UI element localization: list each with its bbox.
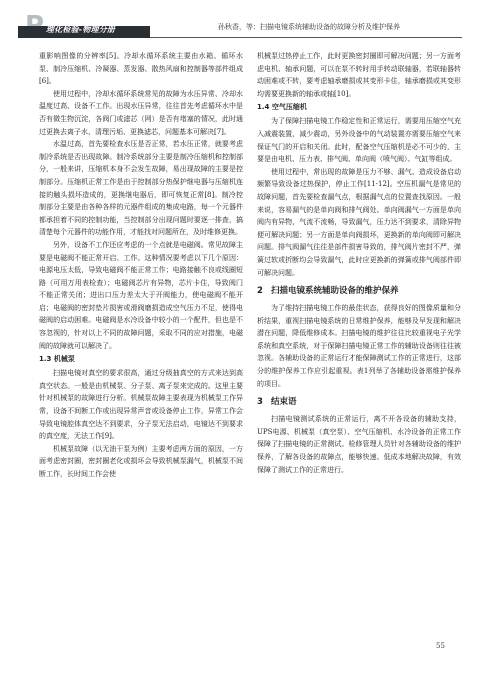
section-number: 1.3 (39, 355, 52, 364)
page-header (0, 0, 480, 42)
paragraph: 为了保障扫描电镜工作稳定性和正常运行，需要用压缩空气充入减震装置，减少震动，另外设备中的气动装置亦需要压缩空气来保证气门的开启和关闭。此时，配备空气压缩机是必不可少的，主要是由电机、压力表、排气阀、单向阀（喷气阀）、气缸等组成。 (257, 117, 461, 164)
journal-name: 理化检验-物理分册 (46, 25, 116, 34)
paragraph: 另外，设备不工作还应考虑的一个点就是电磁阀。常见故障主要是电磁阀不能正常开启、工作。这种情况要考虑以下几个原因：电源电压太低，导致电磁阀不能正常工作；电路接触不良或线圈短路（可用万用表检查）；电磁阀芯片有异物，芯片卡住，导致阀门不能正常关闭；进出口压力差太大于开阀能力，使电磁阀不能开启；电磁阀的密封垫片损害或滑阀磨损造成空气压力不足，使得电磁阀的启动困难。电磁阀是水冷设备中较小的一个配件，但也是不容忽视的，针对以上不同的故障问题，采取不同的应对措施，电磁阀的故障就可以解决了。 (39, 240, 243, 350)
section-heading-1-4 (257, 101, 461, 114)
paragraph: 使用过程中，冷却水循环系统常见的故障为水压异常、冷却水温度过高、设备不工作。出现水压异常，往往首先考虑循环水中是否有微生物沉淀，各阀门或滤芯（网）是否有堵塞的情况，此时通过更换去离子水、清理污垢、更换滤芯，问题基本可解决[7]。 (39, 89, 243, 136)
paragraph: 机械泵过热停止工作，此时更换密封圈即可解决问题；另一方面考虑电机、轴承问题，可以在泵不转时用手转动联轴器，若联轴器转动困难或不转，要考虑轴承磨损或其变形卡住，轴承磨损或其变形均需要更换新的轴承或轴[10]。 (257, 52, 461, 98)
section-number: 3 (257, 397, 263, 408)
section-title: 结束语 (271, 397, 297, 408)
paragraph: 扫描电镜对真空的要求很高，通过分级抽真空的方式来达到高真空状态。一般是由机械泵、分子泵、离子泵来完成的。这里主要针对机械泵的故障进行分析。机械泵故障主要表现为机械泵工作异常，设备不间断工作或出现异常声音或设备停止工作，异常工作会导致电镜腔体真空达不到要求，分子泵无法启动，电镜达不到要求的真空度，无法工作[9]。 (39, 369, 243, 441)
section-title: 扫描电镜系统辅助设备的维护保养 (271, 286, 399, 297)
section-heading-1-3 (39, 353, 243, 366)
left-column (39, 50, 243, 481)
paragraph: 扫描电镜测试系统的正常运行，离不开各设备的辅助支持，UPS电源、机械泵（真空泵）、空气压缩机、水冷设备的正常工作保障了扫描电镜的正常测试。检修管理人员针对各辅助设备的维护保养，了解各设备的故障点，能够快速、低成本地解决故障，有效保障了测试工作的正常进行。 (257, 415, 461, 474)
right-column (257, 50, 461, 476)
section-title: 空气压缩机 (271, 103, 307, 112)
section-heading-2 (257, 285, 461, 298)
paragraph: 重影响图像的分辨率[5]。冷却水循环系统主要由水箱、循环水泵、制冷压缩机、冷凝器、蒸发器、散热风扇和控制器等部件组成[6]。 (39, 52, 243, 86)
running-head-title: 孙秋香，等：扫描电镜系统辅助设备的故障分析及维护保养 (218, 23, 400, 31)
page-number: 55 (436, 642, 445, 650)
section-title: 机械泵 (53, 355, 75, 364)
header-rule (150, 37, 462, 38)
paragraph: 为了维持扫描电镜工作的最佳状态，获得良好的图像质量和分析结果，重视扫描电镜系统的日常维护保养，能够及早发现和解决潜在问题，降低维修成本。扫描电镜的维护往往比较重视电子光学系统和真空系统，对于保障扫描电镜正常工作的辅助设备则往往被忽视。各辅助设备的正常运行才能保障测试工作的正常进行，这部分的维护保养工作应引起重视。表1列举了各辅助设备需维护保养的项目。 (257, 304, 461, 388)
section-number: 1.4 (257, 103, 270, 112)
section-number: 2 (257, 286, 263, 297)
section-heading-3 (257, 396, 461, 409)
paragraph: 使用过程中，常出现的故障是压力不够、漏气、造成设备启动频繁导致设备过热保护，停止工作[11-12]。空压机漏气是常见的故障问题，首先要检查漏气点，根据漏气点的位置查找原因。一般来说，容易漏气的是单向阀和排气阀处。单向阀漏气一方面是单向阀内有异物，气流不流畅，导致漏气，压力达不到要求，清除异物便可解决问题；另一方面是单向阀损坏，更换新的单向阀即可解决问题。排气阀漏气往往是部件损害导致的，排气阀片密封不严，弹簧过软或折断均会导致漏气，此时应更换新的弹簧或排气阀部件即可解决问题。 (257, 167, 461, 277)
paragraph: 水温过高，首先要检查水压是否正常，若水压正常，就要考虑制冷系统是否出现故障。制冷系统部分主要是制冷压缩机和控制部分，一般来讲，压缩机本身不会发生故障，易出现故障的主要是控制部分。压缩机正常工作是由于控制部分热保护继电器与压缩机连接的触头损坏造成的，更换继电器后，即可恢复正常[8]。制冷控制部分主要是由各种各样的元器件组成的集成电路，每一个元器件都承担着不同的控制功能，当控制部分出现问题时要逐一排查，搞清楚每个元器件的功能作用，才能找对问题所在，及时维修更换。 (39, 140, 243, 237)
paragraph: 机械泵故障（以无油干泵为例）主要考虑两方面的原因，一方面考虑密封圈，密封圈老化或损坏会导致机械泵漏气，机械泵不间断工作，长时间工作会使 (39, 444, 243, 478)
